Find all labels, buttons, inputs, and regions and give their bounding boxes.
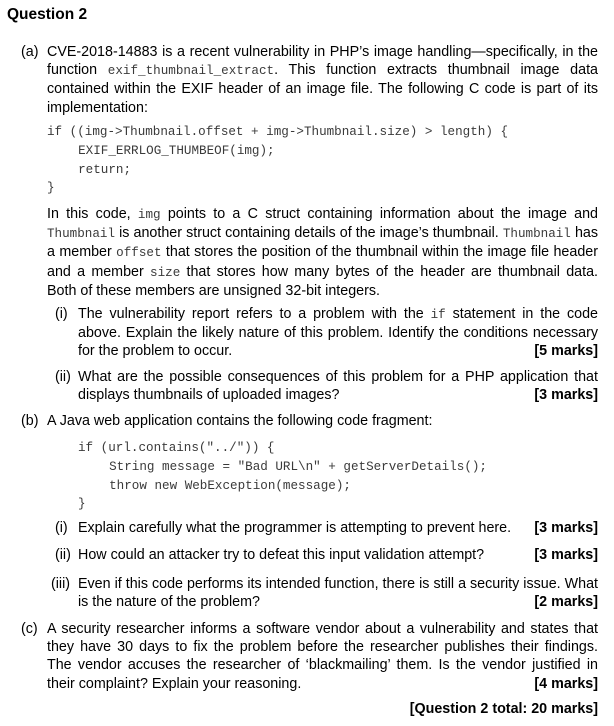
part-a-ii-label: (ii) <box>55 369 71 385</box>
part-a-code-block <box>47 123 508 198</box>
part-a-i-label: (i) <box>55 306 68 322</box>
question-title: Question 2 <box>7 6 88 23</box>
marks: [3 marks] <box>534 520 598 536</box>
part-a-ii-question: What are the possible consequences of this problem for a PHP application that displays thumbnails of uploaded images? [3 marks] <box>78 369 598 404</box>
part-b-i-label: (i) <box>55 520 68 536</box>
part-c-question: A security researcher informs a software vendor about a vulnerability and states that they have 30 days to fix the problem before the researcher publishes their findings. The vendor accuses the researcher of ‘blackmailing’ them. Is the vendor justified in their complaint? Explain your reasoning. [4 marks] <box>47 621 598 692</box>
part-b-iii-label: (iii) <box>51 576 71 592</box>
code-line: } <box>78 497 86 512</box>
part-a-intro: CVE-2018-14883 is a recent vulnerability in PHP’s image handling—specifically, in the function exif_thumbnail_extract. This function extracts thumbnail image data contained within the EXIF header of an image file. The following C code is part of its implementation: <box>47 44 598 116</box>
part-b-iii-question: Even if this code performs its intended function, there is still a security issue. What is the nature of the problem? [2 marks] <box>78 576 598 611</box>
part-b-ii-question: How could an attacker try to defeat this input validation attempt? [3 marks] <box>78 547 598 563</box>
part-c-label: (c) <box>21 621 38 637</box>
part-b-ii-label: (ii) <box>55 547 71 563</box>
code-line: if ((img->Thumbnail.offset + img->Thumbnail.size) > length) { <box>47 125 509 139</box>
code-line: return; <box>63 162 132 177</box>
part-a-description: In this code, img points to a C struct containing information about the image and Thumbnail is another struct containing details of the image’s thumbnail. Thumbnail has a member offset that stores the position of the thumbnail within the image file header and a member size that stores how many bytes of the header are thumbnail data. Both of these members are unsigned 32-bit integers. <box>47 206 599 299</box>
part-b-intro: A Java web application contains the following code fragment: <box>47 413 433 429</box>
inline-code: exif_thumbnail_extract <box>107 64 275 79</box>
marks: [4 marks] <box>534 675 598 692</box>
marks: [2 marks] <box>534 594 598 611</box>
code-line: throw new WebException(message); <box>94 478 351 493</box>
part-b-code-block <box>78 439 487 514</box>
part-b-label: (b) <box>21 413 39 429</box>
question-total: [Question 2 total: 20 marks] <box>409 701 598 717</box>
code-line: if (url.contains("../")) { <box>78 441 275 455</box>
marks: [3 marks] <box>534 387 598 404</box>
marks: [3 marks] <box>534 547 598 563</box>
marks: [5 marks] <box>534 343 598 360</box>
code-line: EXIF_ERRLOG_THUMBEOF(img); <box>63 143 275 158</box>
code-line: } <box>47 181 55 196</box>
part-b-i-question: Explain carefully what the programmer is attempting to prevent here. [3 marks] <box>78 520 598 536</box>
part-a-label: (a) <box>21 44 39 60</box>
code-line: String message = "Bad URL\n" + getServerDetails(); <box>94 459 487 474</box>
part-a-i-question: The vulnerability report refers to a problem with the if statement in the code above. Explain the likely nature of this problem. Identify the conditions necessary for the problem to occur. [5 marks] <box>78 306 598 360</box>
